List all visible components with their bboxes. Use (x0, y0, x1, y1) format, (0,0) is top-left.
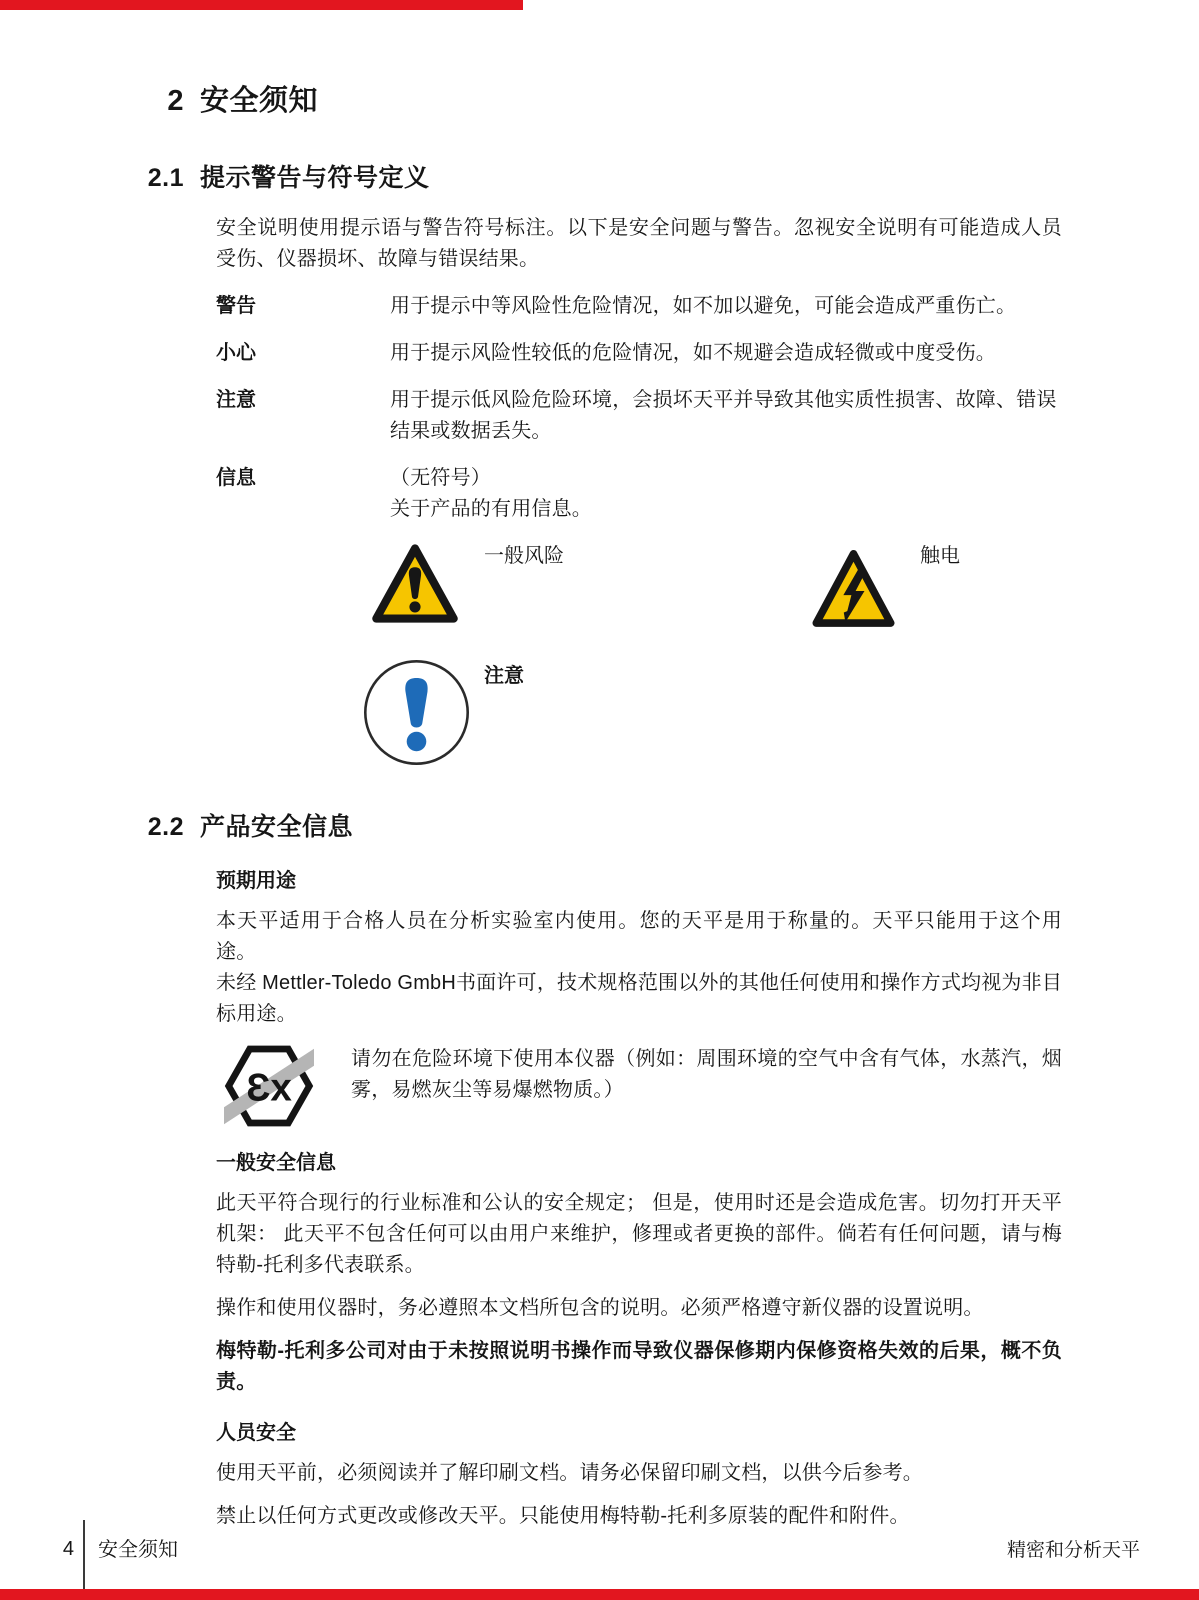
term-row-caution (216, 338, 1062, 369)
general-safety-heading: 一般安全信息 (216, 1152, 336, 1174)
term-row-notice (216, 385, 1062, 447)
warning-triangle-lightning-icon (811, 547, 896, 629)
notice-symbol-row (363, 659, 1062, 766)
section-2-1-number: 2.1 (147, 164, 184, 192)
bottom-accent-bar (0, 1589, 1199, 1600)
term-label: 信息 (216, 467, 256, 489)
page-number: 4 (62, 1538, 74, 1560)
section-2-1-title: 提示警告与符号定义 (200, 164, 430, 192)
personnel-safety-paragraph-1: 使用天平前，必须阅读并了解印刷文档。请务必保留印刷文档，以供今后参考。 (216, 1462, 923, 1484)
info-line-1: （无符号） (390, 467, 491, 489)
chapter-number: 2 (167, 85, 184, 117)
term-row-info (216, 463, 1062, 525)
svg-text:Ɛx: Ɛx (246, 1066, 292, 1110)
general-safety-paragraph-2: 操作和使用仪器时，务必遵照本文档所包含的说明。必须严格遵守新仪器的设置说明。 (216, 1297, 984, 1319)
chapter-heading (167, 84, 1062, 118)
footer-chapter-label: 安全须知 (98, 1539, 178, 1561)
electric-shock-label: 触电 (920, 545, 960, 567)
hazard-symbols-row (370, 541, 1062, 629)
personnel-safety-paragraph-2: 禁止以任何方式更改或修改天平。只能使用梅特勒-托利多原装的配件和附件。 (216, 1505, 910, 1527)
section-2-2-number: 2.2 (147, 813, 184, 841)
explosion-warning-row (216, 1044, 1062, 1128)
section-product-safety (147, 812, 1063, 1532)
ex-hexagon-crossed-icon (224, 1044, 314, 1128)
term-label: 警告 (216, 295, 256, 317)
warning-triangle-exclamation-icon (370, 541, 460, 626)
section-signal-words (147, 163, 1062, 766)
personnel-safety-heading: 人员安全 (216, 1422, 296, 1444)
term-description (390, 463, 1062, 525)
intended-use-paragraph-2: 未经 Mettler-Toledo GmbH书面许可，技术规格范围以外的其他任何使用和操作方式均视为非目标用途。 (216, 972, 1063, 1025)
general-safety-paragraph-1: 此天平符合现行的行业标准和公认的安全规定； 但是，使用时还是会造成危害。切勿打开天平机架： 此天平不包含任何可以由用户来维护，修理或者更换的部件。倘若有任何问题，请与梅特勒-托利多代表联系。 (216, 1192, 1062, 1276)
warranty-disclaimer-paragraph: 梅特勒-托利多公司对由于未按照说明书操作而导致仪器保修期内保修资格失效的后果，概不负责。 (216, 1340, 1062, 1393)
term-label: 小心 (216, 342, 256, 364)
term-description: 用于提示中等风险性危险情况，如不加以避免，可能会造成严重伤亡。 (390, 295, 1017, 317)
term-description: 用于提示风险性较低的危险情况，如不规避会造成轻微或中度受伤。 (390, 342, 996, 364)
general-risk-label: 一般风险 (484, 545, 564, 567)
term-description: 用于提示低风险危险环境，会损坏天平并导致其他实质性损害、故障、错误结果或数据丢失。 (390, 389, 1057, 442)
intro-paragraph: 安全说明使用提示语与警告符号标注。以下是安全问题与警告。忽视安全说明有可能造成人员受伤、仪器损坏、故障与错误结果。 (216, 217, 1062, 270)
section-2-2-title: 产品安全信息 (200, 813, 354, 841)
explosion-warning-text: 请勿在危险环境下使用本仪器（例如：周围环境的空气中含有气体，水蒸汽，烟雾，易燃灰尘等易爆燃物质。） (351, 1048, 1062, 1101)
footer-divider-rule (83, 1520, 85, 1598)
section-2-1-heading (147, 163, 1062, 193)
term-row-warning (216, 291, 1062, 322)
chapter-title: 安全须知 (200, 85, 319, 117)
notice-label: 注意 (484, 665, 524, 687)
section-2-2-heading (147, 812, 1062, 842)
intended-use-heading: 预期用途 (216, 870, 296, 892)
circle-exclamation-icon (363, 659, 470, 766)
info-line-2: 关于产品的有用信息。 (390, 498, 592, 520)
footer-product-label: 精密和分析天平 (1006, 1540, 1140, 1561)
intended-use-paragraph-1: 本天平适用于合格人员在分析实验室内使用。您的天平是用于称量的。天平只能用于这个用途。 (216, 910, 1062, 963)
term-label: 注意 (216, 389, 256, 411)
